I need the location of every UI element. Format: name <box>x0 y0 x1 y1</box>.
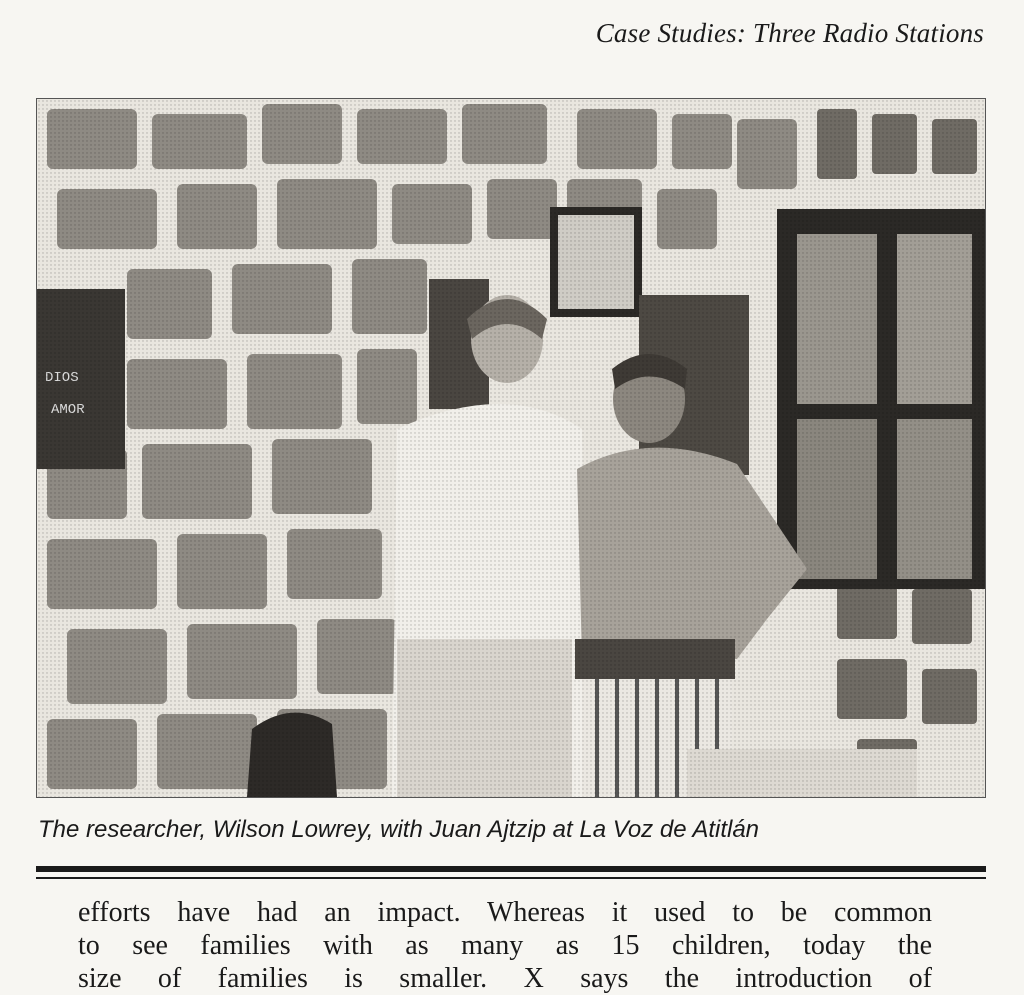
body-text <box>78 896 932 995</box>
photo-caption: The researcher, Wilson Lowrey, with Juan Ajtzip at La Voz de Atitlán <box>38 816 760 843</box>
divider-thick <box>36 866 986 872</box>
photo-illustration <box>37 99 985 797</box>
divider-thin <box>36 877 986 879</box>
body-line: size of families is smaller. X says the introduction of <box>78 963 932 994</box>
running-head: Case Studies: Three Radio Stations <box>595 18 984 48</box>
body-line: efforts have had an impact. Whereas it used to be common <box>78 897 932 928</box>
photograph <box>36 98 986 798</box>
body-line: to see families with as many as 15 children, today the <box>78 930 932 961</box>
